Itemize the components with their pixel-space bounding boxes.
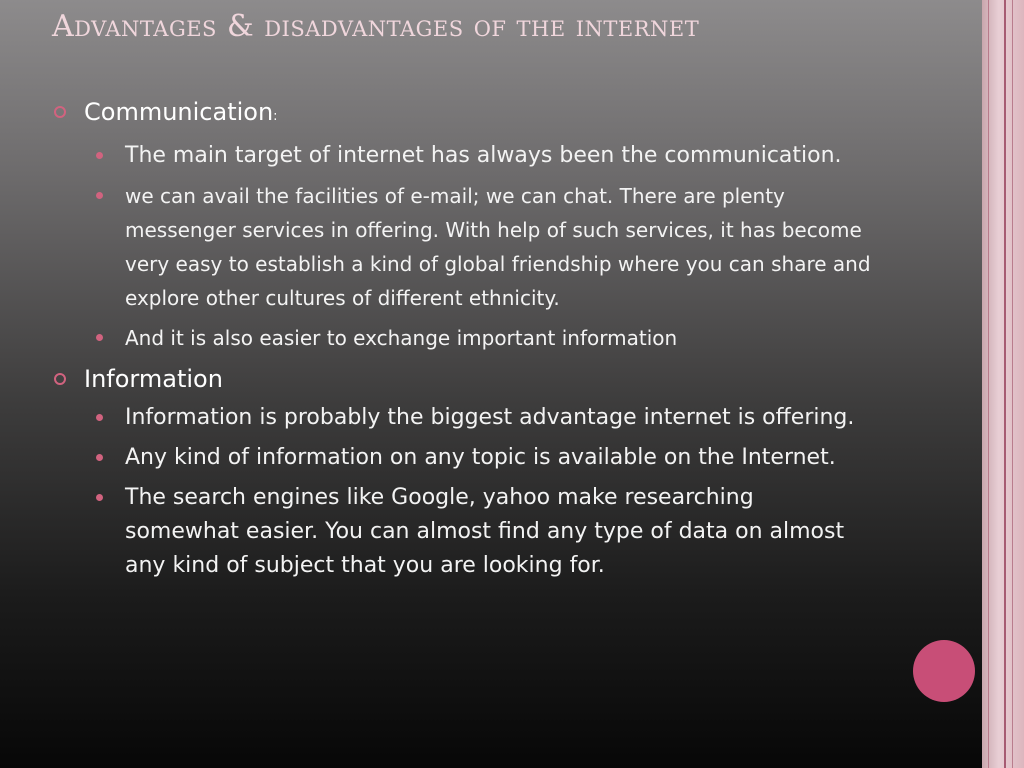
section-heading [52, 94, 872, 135]
list-item-text: The search engines like Google, yahoo make researching somewhat easier. You can almost find any type of data on almost any kind of subject that you are looking for. [125, 485, 845, 578]
section-heading-text: Communication [84, 98, 274, 126]
dot-bullet-icon [96, 152, 103, 159]
list-item-text: And it is also easier to exchange important information [125, 326, 678, 350]
decorative-band-line [988, 0, 989, 768]
list-item-text: we can avail the facilities of e-mail; we can chat. There are plenty messenger services in offering. With help of such services, it has become very easy to establish a kind of global friendship where you can share and explore other cultures of different ethnicity. [125, 184, 871, 310]
section-heading-text: Information [84, 365, 223, 393]
list-item [96, 321, 872, 355]
list-item-text: The main target of internet has always been the communication. [125, 143, 842, 168]
list-item-text: Any kind of information on any topic is available on the Internet. [125, 445, 836, 470]
section-communication [52, 94, 872, 355]
bullet-list [52, 401, 872, 583]
list-item [96, 401, 872, 435]
dot-bullet-icon [96, 192, 103, 199]
dot-bullet-icon [96, 494, 103, 501]
dot-bullet-icon [96, 414, 103, 421]
section-information [52, 361, 872, 583]
section-heading [52, 361, 872, 397]
dot-bullet-icon [96, 334, 103, 341]
list-item-text: Information is probably the biggest advantage internet is offering. [125, 405, 855, 430]
list-item [96, 139, 872, 173]
list-item [96, 441, 872, 475]
slide-content [52, 94, 872, 589]
decorative-band-line [1004, 0, 1006, 768]
dot-bullet-icon [96, 454, 103, 461]
slide-title: Advantages & disadvantages of the internet [52, 9, 700, 44]
list-item [96, 179, 872, 315]
decorative-circle [913, 640, 975, 702]
ring-bullet-icon [54, 106, 66, 118]
list-item [96, 481, 872, 583]
section-heading-suffix: : [273, 109, 278, 124]
decorative-band-line [1012, 0, 1013, 768]
bullet-list [52, 139, 872, 355]
ring-bullet-icon [54, 373, 66, 385]
